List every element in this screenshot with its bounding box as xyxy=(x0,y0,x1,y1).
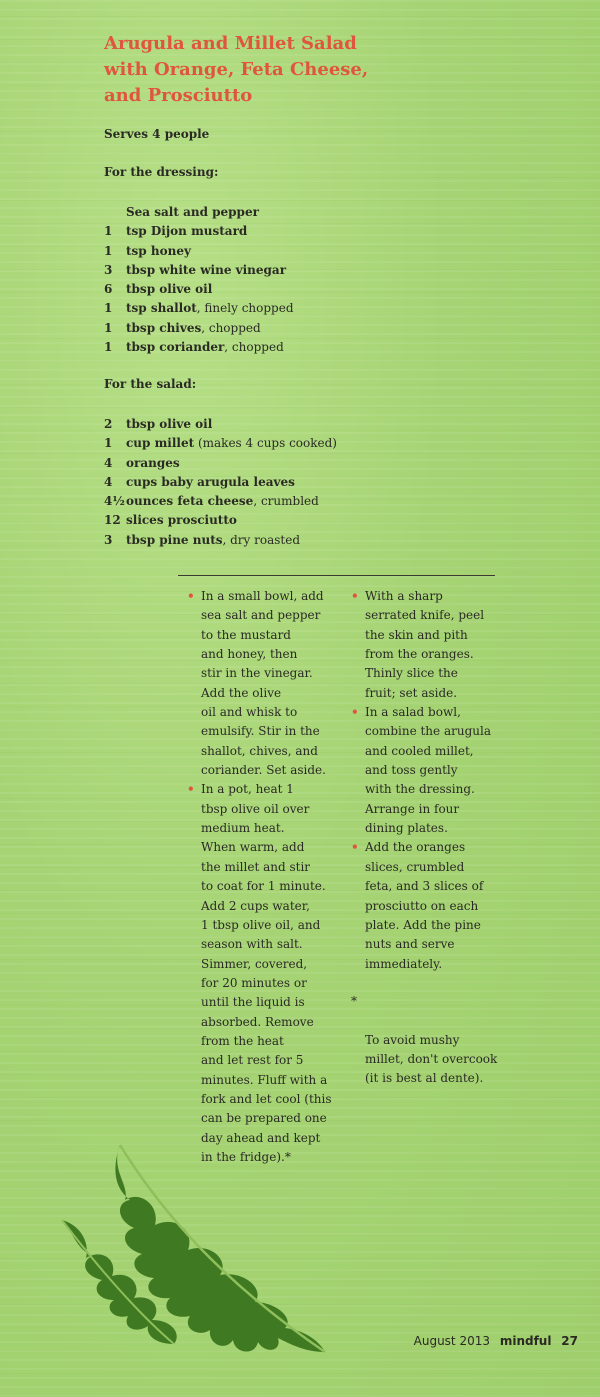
arugula-leaf-icon xyxy=(50,1130,350,1370)
method-steps-column-1 xyxy=(187,587,347,1167)
ingredient-name: Sea salt and pepper xyxy=(126,205,259,219)
ingredient-item xyxy=(104,415,337,434)
method-step xyxy=(351,838,511,973)
ingredient-quantity: 1 xyxy=(104,224,113,239)
ingredient-quantity: 2 xyxy=(104,417,113,431)
salad-heading: For the salad: xyxy=(104,377,197,391)
method-step-text: Add the oranges slices, crumbled feta, and 3 slices of prosciutto on each plate. Add the pine nuts and serve immediately. xyxy=(365,840,484,971)
ingredient-quantity: 4 xyxy=(104,455,113,470)
ingredient-note: , crumbled xyxy=(253,494,319,509)
ingredient-quantity: 1 xyxy=(104,320,113,335)
ingredient-note: , chopped xyxy=(201,320,261,335)
ingredient-quantity: 3 xyxy=(104,532,113,547)
recipe-title xyxy=(104,31,504,109)
bullet-icon: • xyxy=(351,705,359,720)
ingredient-note: , chopped xyxy=(224,340,284,355)
method-step-text: In a small bowl, add sea salt and pepper to the mustard and honey, then stir in the vinegar. Add the olive oil and whisk to emulsify. Stir in the shallot, chives, and coriander. Set aside. xyxy=(201,589,326,778)
ingredient-item xyxy=(104,319,294,338)
ingredient-item xyxy=(104,280,294,299)
ingredient-note: , dry roasted xyxy=(222,532,301,547)
ingredient-note: (makes 4 cups cooked) xyxy=(194,436,337,451)
recipe-title-line-3: and Prosciutto xyxy=(104,85,253,106)
ingredient-name: tbsp chives xyxy=(126,320,202,335)
ingredient-name: tbsp pine nuts xyxy=(126,532,223,547)
ingredient-item xyxy=(104,338,294,357)
ingredient-item xyxy=(104,531,337,550)
recipe-title-line-2: with Orange, Feta Cheese, xyxy=(104,59,369,80)
ingredient-item xyxy=(104,203,294,222)
page-folio xyxy=(414,1334,578,1348)
folio-magazine-name: mindful xyxy=(499,1334,552,1348)
bullet-icon: • xyxy=(351,840,359,855)
bullet-icon: • xyxy=(351,589,359,603)
ingredient-quantity: 6 xyxy=(104,282,113,297)
ingredient-name: tsp honey xyxy=(126,243,191,258)
ingredient-note: , finely chopped xyxy=(196,301,294,316)
ingredient-name: tsp Dijon mustard xyxy=(126,224,248,239)
bullet-icon: • xyxy=(187,589,195,603)
salad-ingredient-list xyxy=(104,415,337,550)
footnote-text: To avoid mushy millet, don't overcook (it is best al dente). xyxy=(365,1032,498,1086)
footnote xyxy=(351,992,511,1108)
ingredient-item xyxy=(104,454,337,473)
ingredient-name: tbsp white wine vinegar xyxy=(126,262,287,277)
ingredient-item xyxy=(104,222,294,241)
ingredient-item xyxy=(104,473,337,492)
folio-page-number: 27 xyxy=(561,1334,578,1348)
ingredient-quantity: 1 xyxy=(104,340,113,355)
footnote-marker: * xyxy=(351,994,357,1008)
ingredient-name: slices prosciutto xyxy=(126,513,237,528)
method-step-text: In a salad bowl, combine the arugula and cooled millet, and toss gently with the dressing. Arrange in four dining plates. xyxy=(365,705,491,836)
method-step-text: In a pot, heat 1 tbsp olive oil over medium heat. When warm, add the millet and stir to coat for 1 minute. Add 2 cups water, 1 tbsp olive oil, and season with salt. Simmer, covered, for 20 minutes or until the liquid is absorbed. Remove from the heat and let rest for 5 minutes. Fluff with a fork and let cool (this can be prepared one day ahead and kept in the fridge).* xyxy=(201,782,332,1164)
ingredient-item xyxy=(104,492,337,511)
ingredient-item xyxy=(104,299,294,318)
ingredient-item xyxy=(104,434,337,453)
method-step-text: With a sharp serrated knife, peel the skin and pith from the oranges. Thinly slice the fruit; set aside. xyxy=(365,589,485,700)
ingredient-name: tsp shallot xyxy=(126,301,197,316)
ingredient-quantity: 1 xyxy=(104,436,113,451)
method-steps-column-2 xyxy=(351,587,511,974)
method-step xyxy=(187,780,347,1167)
ingredient-quantity: 1 xyxy=(104,243,113,258)
method-step xyxy=(187,587,347,780)
dressing-heading: For the dressing: xyxy=(104,165,219,179)
serves-count: Serves 4 people xyxy=(104,127,210,141)
ingredient-name: ounces feta cheese xyxy=(126,494,254,509)
dressing-ingredient-list xyxy=(104,203,294,357)
ingredient-name: tbsp olive oil xyxy=(126,282,213,297)
method-step xyxy=(351,587,511,703)
ingredient-quantity: 1 xyxy=(104,301,113,316)
recipe-title-line-1: Arugula and Millet Salad xyxy=(104,33,357,54)
ingredient-quantity: 12 xyxy=(104,513,121,528)
ingredient-quantity: 4½ xyxy=(104,494,125,509)
ingredient-name: oranges xyxy=(126,455,180,470)
bullet-icon: • xyxy=(187,782,195,797)
ingredient-name: tbsp coriander xyxy=(126,340,225,355)
ingredient-quantity: 3 xyxy=(104,262,113,277)
ingredient-item xyxy=(104,261,294,280)
method-step xyxy=(351,703,511,838)
ingredient-name: cup millet xyxy=(126,436,195,451)
ingredient-name: tbsp olive oil xyxy=(126,417,213,431)
ingredient-item xyxy=(104,242,294,261)
folio-issue-date: August 2013 xyxy=(413,1334,490,1348)
ingredient-item xyxy=(104,511,337,530)
section-divider xyxy=(178,575,495,576)
ingredient-name: cups baby arugula leaves xyxy=(126,474,295,489)
ingredient-quantity: 4 xyxy=(104,474,113,489)
